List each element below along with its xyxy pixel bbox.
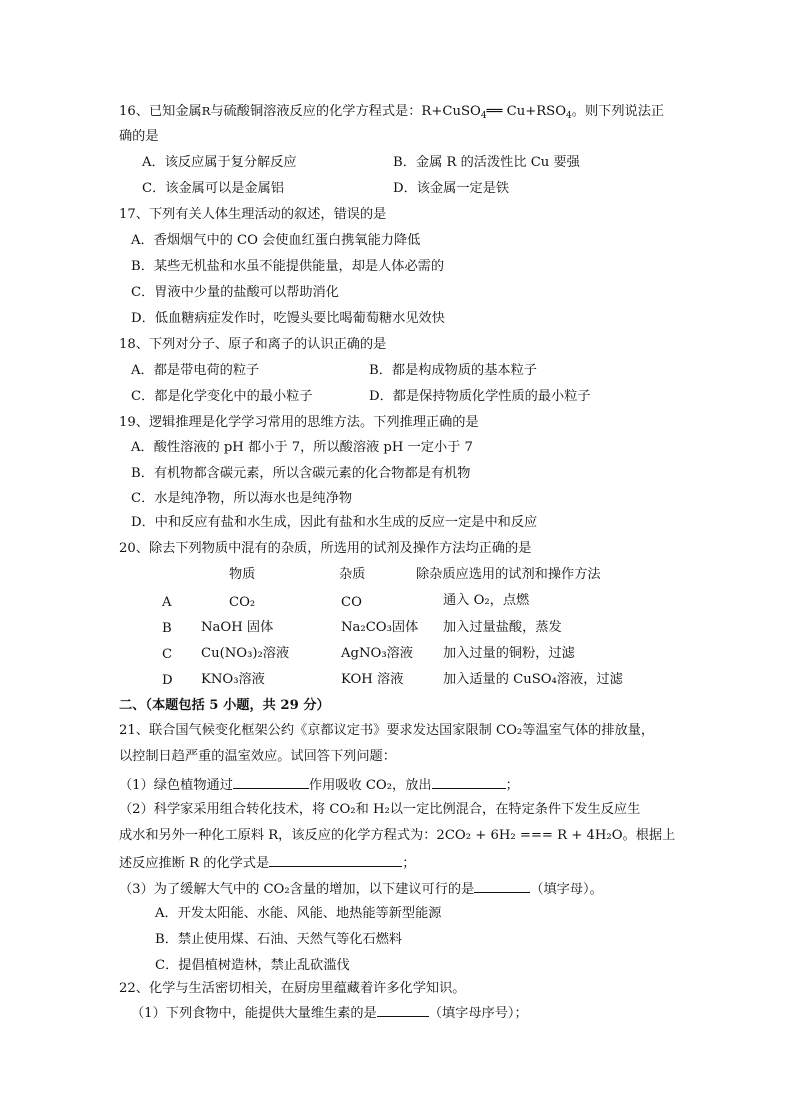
q21-part3-blank[interactable] — [474, 879, 530, 893]
q16-stem-line2: 确的是 — [119, 129, 159, 144]
q17-option-d: D．低血糖病症发作时，吃馒头要比喝葡萄糖水见效快 — [131, 311, 445, 326]
q16-option-b: B．金属 R 的活泼性比 Cu 要强 — [393, 155, 580, 170]
q18-option-c: C．都是化学变化中的最小粒子 — [131, 389, 313, 404]
q20-header-method: 除杂质应选用的试剂和操作方法 — [416, 567, 601, 582]
q20-row-b-substance: NaOH 固体 — [201, 620, 274, 635]
q16-stem-line1: 16、已知金属R与硫酸铜溶液反应的化学方程式是：R+CuSO$_4$══ $Cu+RSO_4$。则下列说法正 — [119, 104, 665, 121]
q21-part1-blank-2[interactable] — [432, 775, 506, 789]
q21-part1-blank-1[interactable] — [233, 775, 309, 789]
q21-part3: （3）为了缓解大气中的 CO₂含量的增加，以下建议可行的是 （填字母）。 — [119, 879, 603, 898]
q22-stem: 22、化学与生活密切相关，在厨房里蕴藏着许多化学知识。 — [119, 981, 466, 996]
q20-row-b-label: B — [162, 621, 172, 636]
q18-option-b: B．都是构成物质的基本粒子 — [369, 363, 537, 378]
q21-part2-blank[interactable] — [269, 853, 402, 867]
q20-row-d-substance: KNO₃溶液 — [201, 672, 265, 687]
q19-option-b: B．有机物都含碳元素，所以含碳元素的化合物都是有机物 — [131, 466, 471, 481]
q17-option-b: B．某些无机盐和水虽不能提供能量，却是人体必需的 — [131, 259, 445, 274]
q20-row-b-method: 加入过量盐酸，蒸发 — [443, 620, 562, 635]
q21-part2-line2: 成水和另外一种化工原料 R，该反应的化学方程式为：2CO₂ + 6H₂ === R + 4H₂O。根据上 — [119, 828, 676, 843]
q20-row-c-impurity: AgNO₃溶液 — [341, 646, 413, 661]
q21-part2-line1: （2）科学家采用组合转化技术，将 CO₂和 H₂以一定比例混合，在特定条件下发生反应生 — [119, 802, 641, 817]
q20-row-d-label: D — [162, 673, 173, 688]
q16-option-a: A．该反应属于复分解反应 — [142, 155, 297, 170]
q19-option-d: D．中和反应有盐和水生成，因此有盐和水生成的反应一定是中和反应 — [131, 515, 538, 530]
q21-part1: （1）绿色植物通过 作用吸收 CO₂，放出 ； — [119, 775, 519, 794]
q20-row-c-method: 加入过量的铜粉，过滤 — [443, 646, 575, 661]
q18-option-a: A．都是带电荷的粒子 — [131, 363, 260, 378]
q18-option-d: D．都是保持物质化学性质的最小粒子 — [369, 389, 591, 404]
q22-part1: （1）下列食物中，能提供大量维生素的是 （填字母序号）； — [131, 1003, 528, 1022]
q20-header-impurity: 杂质 — [339, 567, 366, 582]
q20-header-substance: 物质 — [229, 567, 256, 582]
q20-row-d-method: 加入适量的 CuSO₄溶液，过滤 — [443, 672, 623, 687]
q20-row-b-impurity: Na₂CO₃固体 — [341, 620, 419, 635]
q18-stem: 18、下列对分子、原子和离子的认识正确的是 — [119, 337, 387, 352]
q20-row-d-impurity: KOH 溶液 — [341, 672, 404, 687]
q21-part3-option-c: C．提倡植树造林，禁止乱砍滥伐 — [155, 958, 350, 973]
q20-row-c-label: C — [162, 647, 173, 662]
q19-option-c: C．水是纯净物，所以海水也是纯净物 — [131, 491, 353, 506]
q19-stem: 19、逻辑推理是化学学习常用的思维方法。下列推理正确的是 — [119, 415, 479, 430]
q22-part1-blank[interactable] — [377, 1003, 429, 1017]
q16-option-d: D．该金属一定是铁 — [393, 181, 510, 196]
q20-row-a-substance: CO₂ — [229, 595, 256, 610]
q20-stem: 20、除去下列物质中混有的杂质，所选用的试剂及操作方法均正确的是 — [119, 541, 532, 556]
q16-option-c: C．该金属可以是金属铝 — [142, 181, 284, 196]
q20-row-a-method: 通入 O₂，点燃 — [443, 593, 530, 608]
q21-stem-line1: 21、联合国气候变化框架公约《京都议定书》要求发达国家限制 CO₂等温室气体的排放量， — [119, 723, 655, 738]
q21-part3-option-a: A．开发太阳能、水能、风能、地热能等新型能源 — [155, 906, 442, 921]
section-heading: 二、（本题包括 5 小题，共 29 分） — [119, 698, 330, 713]
q20-row-a-impurity: CO — [341, 595, 362, 610]
q21-part2-line3: 述反应推断 R 的化学式是 ； — [119, 853, 415, 872]
q21-stem-line2: 以控制日趋严重的温室效应。试回答下列问题： — [119, 749, 396, 764]
q21-part3-option-b: B．禁止使用煤、石油、天然气等化石燃料 — [155, 932, 403, 947]
q20-row-c-substance: Cu(NO₃)₂溶液 — [201, 646, 290, 661]
q17-stem: 17、下列有关人体生理活动的叙述，错误的是 — [119, 207, 387, 222]
q19-option-a: A．酸性溶液的 pH 都小于 7，所以酸溶液 pH 一定小于 7 — [131, 440, 473, 455]
q20-row-a-label: A — [162, 595, 172, 610]
q17-option-c: C．胃液中少量的盐酸可以帮助消化 — [131, 285, 339, 300]
q17-option-a: A．香烟烟气中的 CO 会使血红蛋白携氧能力降低 — [131, 233, 421, 248]
